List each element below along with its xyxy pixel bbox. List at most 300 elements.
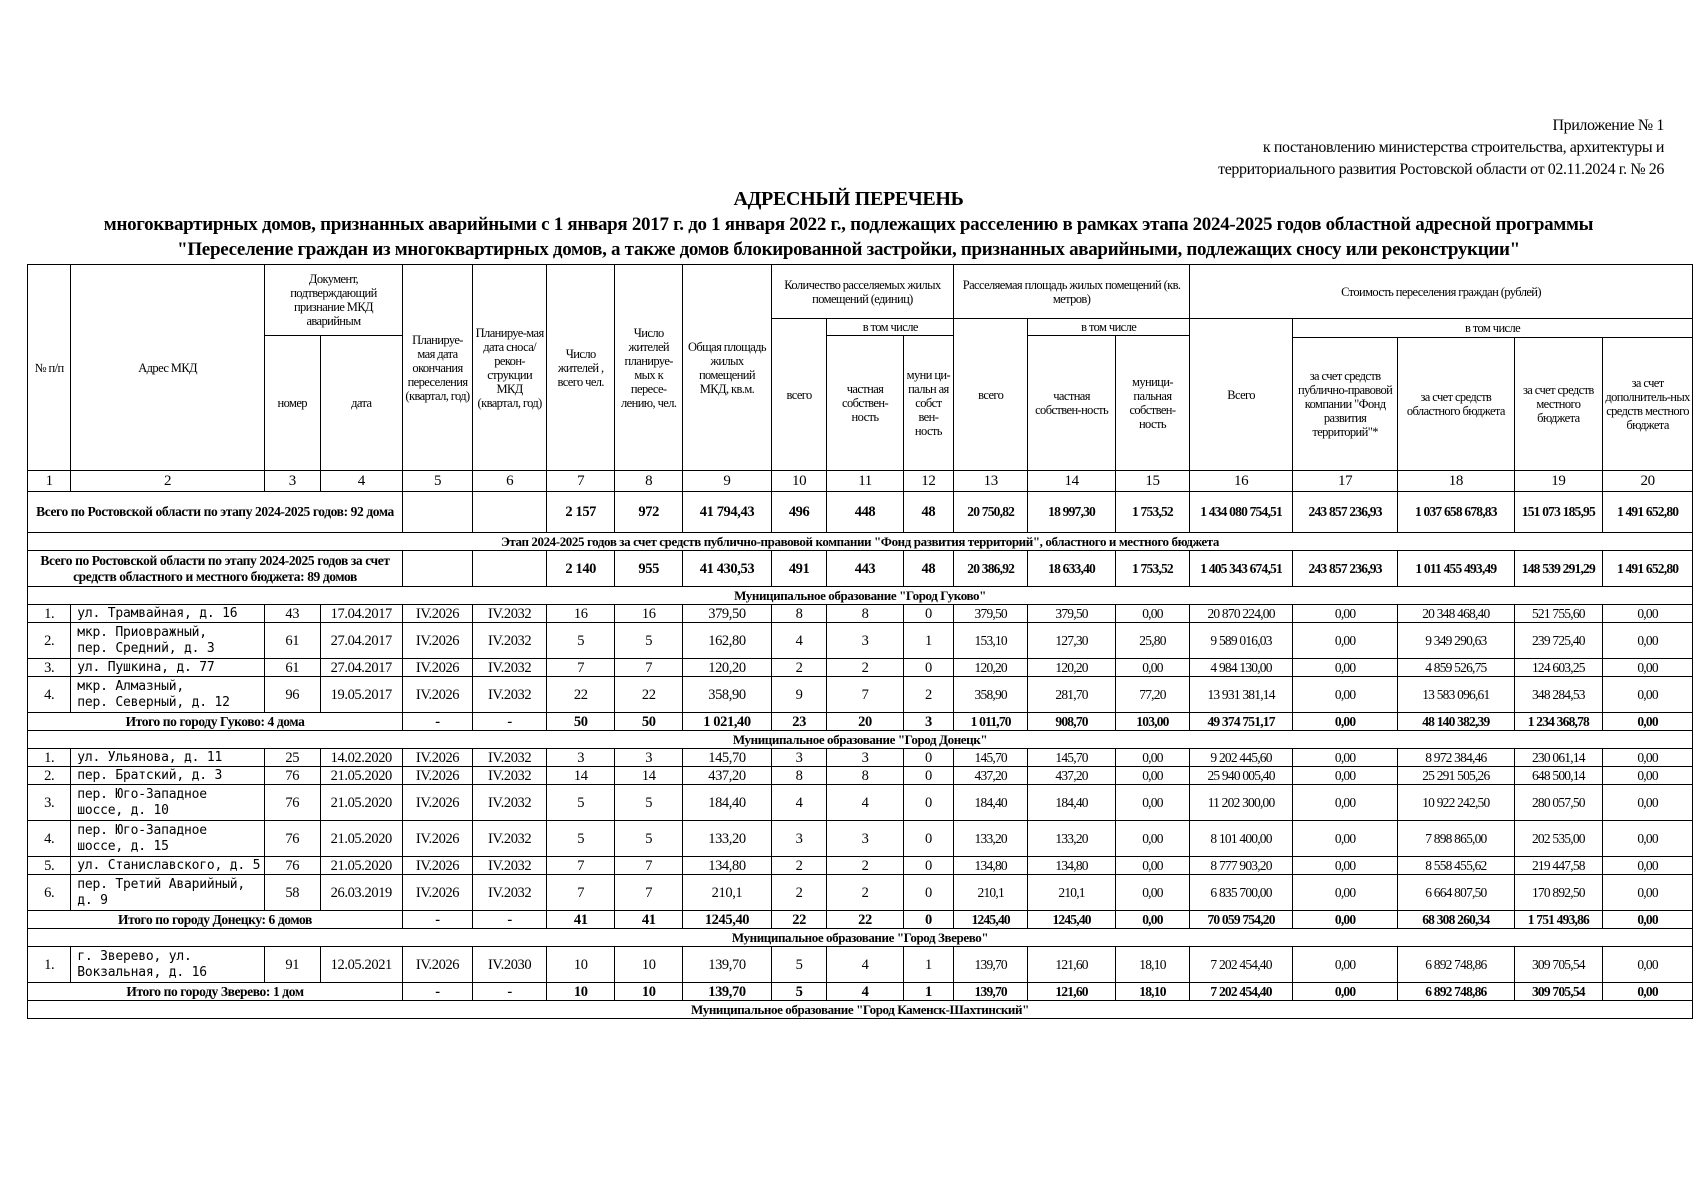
data-cell: 22 <box>547 677 615 713</box>
data-cell: 77,20 <box>1115 677 1189 713</box>
address-cell: ул. Пушкина, д. 77 <box>71 659 265 677</box>
municipality-total-value: 48 140 382,39 <box>1398 713 1514 731</box>
data-cell: 25 <box>264 749 320 767</box>
municipality-total-value: 70 059 754,20 <box>1190 911 1293 929</box>
table-body <box>28 471 1693 1019</box>
data-cell: IV.2026 <box>403 677 473 713</box>
municipality-total-value: 1 021,40 <box>683 713 772 731</box>
table-row <box>28 767 1693 785</box>
data-cell: 5 <box>615 623 683 659</box>
row-number: 2. <box>28 623 71 659</box>
data-cell: IV.2032 <box>473 785 547 821</box>
data-cell: 202 535,00 <box>1514 821 1603 857</box>
table-row <box>28 857 1693 875</box>
data-cell: 648 500,14 <box>1514 767 1603 785</box>
municipality-total-value: 5 <box>771 983 827 1001</box>
title-line-3: "Переселение граждан из многоквартирных домов, а также домов блокированной застройки, признанных аварийными, подлежащих сносу или реконструкции" <box>177 239 1520 260</box>
data-cell: 17.04.2017 <box>320 605 402 623</box>
title-line-2: многоквартирных домов, признанных аварийными с 1 января 2017 г. до 1 января 2022 г., подлежащих расселению в рамках этапа 2024-2025 годов областной адресной программы <box>103 214 1594 235</box>
header-rooms-total: всего <box>771 319 827 471</box>
column-number: 11 <box>827 471 903 492</box>
data-cell: 0,00 <box>1115 785 1189 821</box>
data-cell: IV.2026 <box>403 875 473 911</box>
data-cell: 7 202 454,40 <box>1190 947 1293 983</box>
column-number: 5 <box>403 471 473 492</box>
stage-total-value: 1 405 343 674,51 <box>1190 551 1293 587</box>
data-cell: 3 <box>615 749 683 767</box>
grand-total-row <box>28 492 1693 533</box>
data-cell: 8 558 455,62 <box>1398 857 1514 875</box>
header-cost-fund: за счет средств публично-правовой компании "Фонд развития территорий"* <box>1293 338 1398 471</box>
municipality-total-value: 23 <box>771 713 827 731</box>
municipality-total-value: 1 <box>903 983 953 1001</box>
data-cell: 13 931 381,14 <box>1190 677 1293 713</box>
municipality-total-value: 22 <box>771 911 827 929</box>
data-cell: 2 <box>903 677 953 713</box>
column-number: 16 <box>1190 471 1293 492</box>
municipality-total-value: 0,00 <box>1115 911 1189 929</box>
data-cell: IV.2026 <box>403 821 473 857</box>
stage-total-value: 20 386,92 <box>954 551 1028 587</box>
data-cell: IV.2026 <box>403 623 473 659</box>
data-cell: 153,10 <box>954 623 1028 659</box>
grand-total-label: Всего по Ростовской области по этапу 2024-2025 годов: 92 дома <box>28 492 403 533</box>
municipality-total-value: 309 705,54 <box>1514 983 1603 1001</box>
municipality-total-row <box>28 911 1693 929</box>
data-cell: 0,00 <box>1293 785 1398 821</box>
municipality-total-value: 50 <box>547 713 615 731</box>
empty-cell <box>403 492 473 533</box>
empty-cell <box>473 551 547 587</box>
data-cell: 0,00 <box>1115 821 1189 857</box>
data-cell: 210,1 <box>683 875 772 911</box>
header-document: Документ, подтверждающий признание МКД аварийным <box>264 265 402 336</box>
data-cell: IV.2032 <box>473 875 547 911</box>
data-cell: 43 <box>264 605 320 623</box>
data-cell: 0,00 <box>1115 875 1189 911</box>
data-cell: 26.03.2019 <box>320 875 402 911</box>
column-number: 13 <box>954 471 1028 492</box>
data-cell: 124 603,25 <box>1514 659 1603 677</box>
municipality-heading-row <box>28 587 1693 605</box>
data-cell: 18,10 <box>1115 947 1189 983</box>
municipality-total-value: 50 <box>615 713 683 731</box>
municipality-total-value: 0 <box>903 911 953 929</box>
municipality-total-value: 1245,40 <box>1028 911 1116 929</box>
data-cell: 21.05.2020 <box>320 821 402 857</box>
data-cell: 7 <box>547 659 615 677</box>
data-cell: 5 <box>771 947 827 983</box>
data-cell: IV.2032 <box>473 857 547 875</box>
data-cell: 10 922 242,50 <box>1398 785 1514 821</box>
header-area-including: в том числе <box>1028 319 1190 336</box>
data-cell: 8 <box>827 605 903 623</box>
data-cell: 76 <box>264 857 320 875</box>
data-cell: 184,40 <box>954 785 1028 821</box>
data-cell: 5 <box>547 821 615 857</box>
stage-total-value: 18 633,40 <box>1028 551 1116 587</box>
data-cell: 6 664 807,50 <box>1398 875 1514 911</box>
header-doc-number: номер <box>264 336 320 471</box>
data-cell: 27.04.2017 <box>320 623 402 659</box>
data-cell: 0,00 <box>1293 857 1398 875</box>
data-cell: 5 <box>547 623 615 659</box>
header-area-resettled: Расселяемая площадь жилых помещений (кв. метров) <box>954 265 1190 319</box>
municipality-total-value: 103,00 <box>1115 713 1189 731</box>
data-cell: IV.2026 <box>403 749 473 767</box>
stage-total-value: 48 <box>903 551 953 587</box>
data-cell: 120,20 <box>683 659 772 677</box>
municipality-total-label: Итого по городу Донецку: 6 домов <box>28 911 403 929</box>
data-cell: 133,20 <box>1028 821 1116 857</box>
data-cell: 21.05.2020 <box>320 785 402 821</box>
municipality-total-value: 18,10 <box>1115 983 1189 1001</box>
row-number: 5. <box>28 857 71 875</box>
municipality-total-value: - <box>403 713 473 731</box>
data-cell: 0 <box>903 749 953 767</box>
stage-total-value: 41 430,53 <box>683 551 772 587</box>
data-cell: 7 <box>615 857 683 875</box>
data-cell: 0,00 <box>1603 749 1693 767</box>
data-cell: 0 <box>903 767 953 785</box>
stage-total-label: Всего по Ростовской области по этапу 2024-2025 годов за счет средств областного и местного бюджета: 89 домов <box>28 551 403 587</box>
data-cell: 76 <box>264 785 320 821</box>
municipality-total-value: 3 <box>903 713 953 731</box>
column-number: 2 <box>71 471 265 492</box>
address-cell: ул. Трамвайная, д. 16 <box>71 605 265 623</box>
data-cell: 379,50 <box>954 605 1028 623</box>
data-cell: 9 349 290,63 <box>1398 623 1514 659</box>
data-cell: 281,70 <box>1028 677 1116 713</box>
data-cell: 0,00 <box>1293 749 1398 767</box>
row-number: 2. <box>28 767 71 785</box>
stage-heading: Этап 2024-2025 годов за счет средств публично-правовой компании "Фонд развития территорий", областного и местного бюджета <box>28 533 1693 551</box>
empty-cell <box>473 492 547 533</box>
municipality-total-value: - <box>473 911 547 929</box>
grand-total-value: 151 073 185,95 <box>1514 492 1603 533</box>
data-cell: 1 <box>903 947 953 983</box>
grand-total-value: 1 753,52 <box>1115 492 1189 533</box>
data-cell: 2 <box>827 857 903 875</box>
title-line-1: АДРЕСНЫЙ ПЕРЕЧЕНЬ <box>733 188 964 210</box>
column-number: 19 <box>1514 471 1603 492</box>
data-cell: 127,30 <box>1028 623 1116 659</box>
data-cell: 0,00 <box>1293 875 1398 911</box>
data-cell: 8 101 400,00 <box>1190 821 1293 857</box>
data-cell: 0,00 <box>1603 857 1693 875</box>
header-planned-demolition: Планируе-мая дата сноса/рекон-струкции МКД (квартал, год) <box>473 265 547 471</box>
table-row <box>28 821 1693 857</box>
data-cell: 0,00 <box>1293 947 1398 983</box>
data-cell: 6 892 748,86 <box>1398 947 1514 983</box>
table-row <box>28 947 1693 983</box>
municipality-total-value: 0,00 <box>1293 911 1398 929</box>
data-cell: 21.05.2020 <box>320 857 402 875</box>
data-cell: 134,80 <box>683 857 772 875</box>
data-cell: 20 348 468,40 <box>1398 605 1514 623</box>
data-cell: 8 777 903,20 <box>1190 857 1293 875</box>
data-cell: 0,00 <box>1603 767 1693 785</box>
stage-total-value: 2 140 <box>547 551 615 587</box>
stage-total-value: 955 <box>615 551 683 587</box>
data-cell: 0,00 <box>1115 767 1189 785</box>
municipality-total-value: - <box>403 911 473 929</box>
column-number: 15 <box>1115 471 1189 492</box>
data-cell: 14 <box>615 767 683 785</box>
empty-cell <box>403 551 473 587</box>
grand-total-value: 1 491 652,80 <box>1603 492 1693 533</box>
address-cell: г. Зверево, ул. Вокзальная, д. 16 <box>71 947 265 983</box>
municipality-total-label: Итого по городу Зверево: 1 дом <box>28 983 403 1001</box>
address-list-table <box>27 264 1693 1019</box>
data-cell: IV.2032 <box>473 821 547 857</box>
column-number: 14 <box>1028 471 1116 492</box>
header-rooms-count: Количество расселяемых жилых помещений (единиц) <box>771 265 953 319</box>
data-cell: IV.2026 <box>403 857 473 875</box>
grand-total-value: 1 037 658 678,83 <box>1398 492 1514 533</box>
column-number: 20 <box>1603 471 1693 492</box>
column-number: 4 <box>320 471 402 492</box>
municipality-total-value: 0,00 <box>1603 713 1693 731</box>
data-cell: 0,00 <box>1603 677 1693 713</box>
data-cell: 14 <box>547 767 615 785</box>
data-cell: 145,70 <box>1028 749 1116 767</box>
column-number: 7 <box>547 471 615 492</box>
data-cell: 210,1 <box>1028 875 1116 911</box>
data-cell: 134,80 <box>954 857 1028 875</box>
data-cell: 2 <box>827 875 903 911</box>
data-cell: 10 <box>547 947 615 983</box>
municipality-total-value: 1 234 368,78 <box>1514 713 1603 731</box>
header-rooms-private: частная собствен-ность <box>827 336 903 471</box>
column-number: 6 <box>473 471 547 492</box>
header-rooms-including: в том числе <box>827 319 954 336</box>
header-area-private: частная собствен-ность <box>1028 336 1116 471</box>
appendix-block <box>1218 115 1664 181</box>
data-cell: 184,40 <box>1028 785 1116 821</box>
address-cell: мкр. Приовражный, пер. Средний, д. 3 <box>71 623 265 659</box>
municipality-heading-row <box>28 929 1693 947</box>
data-cell: 2 <box>827 659 903 677</box>
data-cell: 0 <box>903 857 953 875</box>
grand-total-value: 972 <box>615 492 683 533</box>
data-cell: 219 447,58 <box>1514 857 1603 875</box>
data-cell: 22 <box>615 677 683 713</box>
municipality-total-value: 0,00 <box>1293 713 1398 731</box>
stage-total-value: 1 491 652,80 <box>1603 551 1693 587</box>
municipality-total-value: 10 <box>547 983 615 1001</box>
data-cell: IV.2032 <box>473 677 547 713</box>
grand-total-value: 18 997,30 <box>1028 492 1116 533</box>
municipality-total-value: 1 011,70 <box>954 713 1028 731</box>
data-cell: 3 <box>547 749 615 767</box>
row-number: 1. <box>28 749 71 767</box>
address-cell: пер. Юго-Западное шоссе, д. 15 <box>71 821 265 857</box>
data-cell: 19.05.2017 <box>320 677 402 713</box>
address-cell: пер. Братский, д. 3 <box>71 767 265 785</box>
header-total-area: Общая площадь жилых помещений МКД, кв.м. <box>683 265 772 471</box>
data-cell: 145,70 <box>954 749 1028 767</box>
data-cell: 239 725,40 <box>1514 623 1603 659</box>
data-cell: 0,00 <box>1293 767 1398 785</box>
municipality-total-label: Итого по городу Гуково: 4 дома <box>28 713 403 731</box>
table-row <box>28 785 1693 821</box>
header-num: № п/п <box>28 265 71 471</box>
stage-total-value: 1 011 455 493,49 <box>1398 551 1514 587</box>
municipality-total-value: 20 <box>827 713 903 731</box>
data-cell: 96 <box>264 677 320 713</box>
table-row <box>28 875 1693 911</box>
grand-total-value: 41 794,43 <box>683 492 772 533</box>
data-cell: 7 <box>547 875 615 911</box>
data-cell: 120,20 <box>1028 659 1116 677</box>
data-cell: 4 <box>827 785 903 821</box>
next-municipality-heading-row <box>28 1001 1693 1019</box>
data-cell: 4 <box>771 785 827 821</box>
data-cell: 348 284,53 <box>1514 677 1603 713</box>
data-cell: 8 <box>771 767 827 785</box>
data-cell: 437,20 <box>954 767 1028 785</box>
data-cell: 91 <box>264 947 320 983</box>
municipality-total-value: 121,60 <box>1028 983 1116 1001</box>
grand-total-value: 20 750,82 <box>954 492 1028 533</box>
data-cell: 1 <box>903 623 953 659</box>
grand-total-value: 496 <box>771 492 827 533</box>
data-cell: 133,20 <box>954 821 1028 857</box>
municipality-total-value: 22 <box>827 911 903 929</box>
municipality-total-value: 1245,40 <box>683 911 772 929</box>
data-cell: 139,70 <box>683 947 772 983</box>
data-cell: 0,00 <box>1115 605 1189 623</box>
municipality-total-value: 6 892 748,86 <box>1398 983 1514 1001</box>
row-number: 4. <box>28 821 71 857</box>
data-cell: 0 <box>903 875 953 911</box>
data-cell: IV.2032 <box>473 623 547 659</box>
header-cost-total: Всего <box>1190 319 1293 471</box>
column-number: 10 <box>771 471 827 492</box>
header-area-total: всего <box>954 319 1028 471</box>
column-number: 17 <box>1293 471 1398 492</box>
municipality-total-value: 139,70 <box>954 983 1028 1001</box>
municipality-heading-row <box>28 731 1693 749</box>
data-cell: IV.2030 <box>473 947 547 983</box>
municipality-total-value: 49 374 751,17 <box>1190 713 1293 731</box>
data-cell: 61 <box>264 659 320 677</box>
header-doc-date: дата <box>320 336 402 471</box>
data-cell: 12.05.2021 <box>320 947 402 983</box>
data-cell: 0,00 <box>1603 821 1693 857</box>
data-cell: IV.2026 <box>403 605 473 623</box>
table-row <box>28 605 1693 623</box>
data-cell: 280 057,50 <box>1514 785 1603 821</box>
grand-total-value: 2 157 <box>547 492 615 533</box>
row-number: 1. <box>28 947 71 983</box>
stage-heading-row <box>28 533 1693 551</box>
data-cell: IV.2032 <box>473 767 547 785</box>
data-cell: 0,00 <box>1603 947 1693 983</box>
data-cell: 0,00 <box>1293 605 1398 623</box>
data-cell: 3 <box>771 749 827 767</box>
data-cell: 16 <box>547 605 615 623</box>
data-cell: 2 <box>771 659 827 677</box>
header-rooms-municipal: муни ци-пальн ая собст вен-ность <box>903 336 953 471</box>
data-cell: 7 <box>547 857 615 875</box>
municipality-heading: Муниципальное образование "Город Каменск-Шахтинский" <box>28 1001 1693 1019</box>
municipality-total-value: 908,70 <box>1028 713 1116 731</box>
table-header <box>28 265 1693 471</box>
data-cell: 8 972 384,46 <box>1398 749 1514 767</box>
data-cell: IV.2026 <box>403 785 473 821</box>
data-cell: 13 583 096,61 <box>1398 677 1514 713</box>
municipality-total-value: - <box>473 713 547 731</box>
stage-total-row <box>28 551 1693 587</box>
data-cell: 58 <box>264 875 320 911</box>
row-number: 3. <box>28 659 71 677</box>
data-cell: 0,00 <box>1603 605 1693 623</box>
stage-total-value: 491 <box>771 551 827 587</box>
data-cell: 9 589 016,03 <box>1190 623 1293 659</box>
header-planned-end: Планируе-мая дата окончания переселения (квартал, год) <box>403 265 473 471</box>
data-cell: 21.05.2020 <box>320 767 402 785</box>
column-number: 8 <box>615 471 683 492</box>
header-cost-including: в том числе <box>1293 319 1693 338</box>
row-number: 1. <box>28 605 71 623</box>
data-cell: 0,00 <box>1603 785 1693 821</box>
column-number: 9 <box>683 471 772 492</box>
data-cell: 25 291 505,26 <box>1398 767 1514 785</box>
data-cell: 0,00 <box>1603 875 1693 911</box>
data-cell: 379,50 <box>1028 605 1116 623</box>
data-cell: 2 <box>771 875 827 911</box>
document-title <box>0 187 1697 262</box>
data-cell: 8 <box>771 605 827 623</box>
data-cell: IV.2032 <box>473 605 547 623</box>
municipality-total-value: - <box>473 983 547 1001</box>
data-cell: IV.2026 <box>403 947 473 983</box>
data-cell: 5 <box>547 785 615 821</box>
municipality-heading: Муниципальное образование "Город Зверево" <box>28 929 1693 947</box>
grand-total-value: 48 <box>903 492 953 533</box>
data-cell: 0,00 <box>1115 857 1189 875</box>
data-cell: 184,40 <box>683 785 772 821</box>
data-cell: 134,80 <box>1028 857 1116 875</box>
data-cell: 7 898 865,00 <box>1398 821 1514 857</box>
data-cell: 61 <box>264 623 320 659</box>
data-cell: 437,20 <box>683 767 772 785</box>
data-cell: 25,80 <box>1115 623 1189 659</box>
data-cell: 7 <box>615 659 683 677</box>
data-cell: 0,00 <box>1603 659 1693 677</box>
data-cell: 0 <box>903 821 953 857</box>
table-row <box>28 677 1693 713</box>
address-cell: пер. Юго-Западное шоссе, д. 10 <box>71 785 265 821</box>
data-cell: 76 <box>264 767 320 785</box>
stage-total-value: 443 <box>827 551 903 587</box>
data-cell: 230 061,14 <box>1514 749 1603 767</box>
grand-total-value: 448 <box>827 492 903 533</box>
header-cost: Стоимость переселения граждан (рублей) <box>1190 265 1693 319</box>
data-cell: 5 <box>615 821 683 857</box>
data-cell: 437,20 <box>1028 767 1116 785</box>
data-cell: 14.02.2020 <box>320 749 402 767</box>
data-cell: 0,00 <box>1603 623 1693 659</box>
column-number: 12 <box>903 471 953 492</box>
data-cell: 5 <box>615 785 683 821</box>
header-area-municipal: муници-пальная собствен-ность <box>1115 336 1189 471</box>
row-number: 3. <box>28 785 71 821</box>
header-cost-regional: за счет средств областного бюджета <box>1398 338 1514 471</box>
data-cell: IV.2026 <box>403 767 473 785</box>
